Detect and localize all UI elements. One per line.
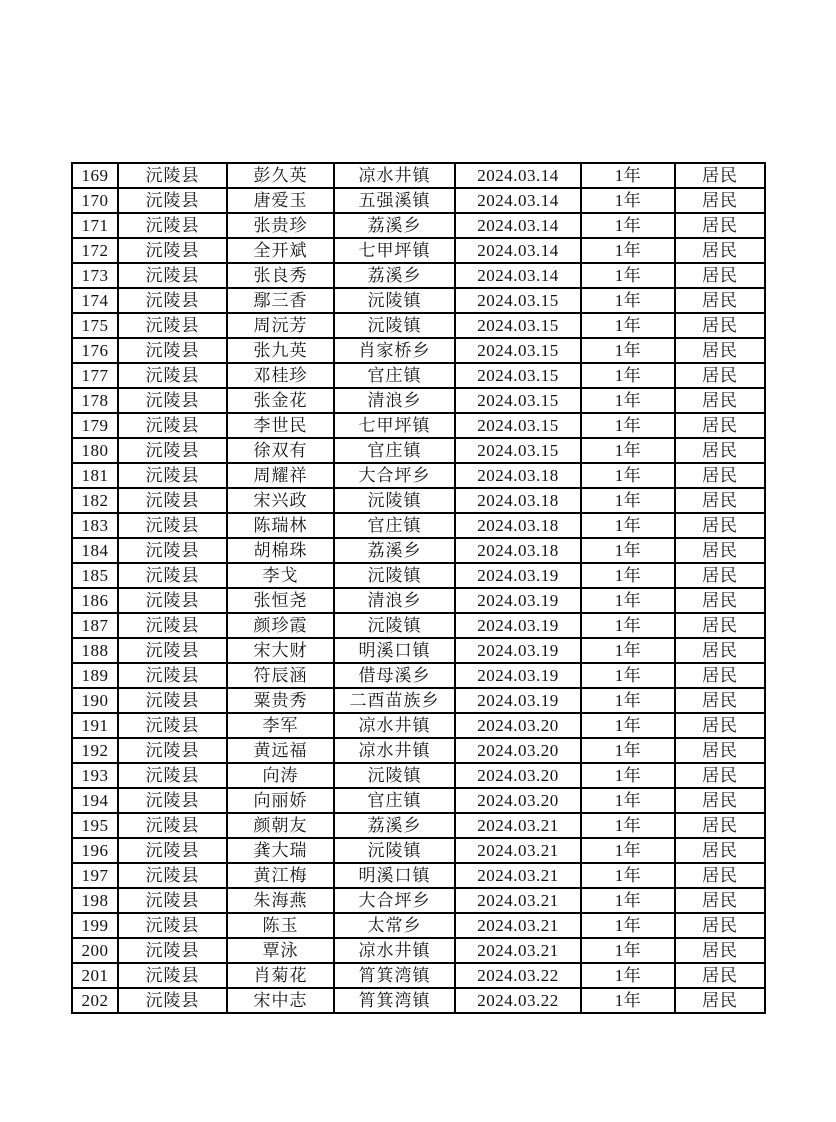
table-cell-date: 2024.03.20	[455, 788, 581, 813]
table-cell-no: 169	[72, 163, 118, 188]
table-cell-no: 176	[72, 338, 118, 363]
table-cell-date: 2024.03.19	[455, 638, 581, 663]
table-cell-no: 202	[72, 988, 118, 1013]
table-cell-county: 沅陵县	[118, 188, 227, 213]
table-cell-town: 大合坪乡	[334, 463, 455, 488]
table-cell-no: 180	[72, 438, 118, 463]
table-cell-term: 1年	[581, 813, 675, 838]
table-cell-term: 1年	[581, 738, 675, 763]
table-cell-no: 195	[72, 813, 118, 838]
table-cell-category: 居民	[675, 613, 765, 638]
table-cell-category: 居民	[675, 463, 765, 488]
table-cell-term: 1年	[581, 413, 675, 438]
table-cell-name: 周耀祥	[227, 463, 334, 488]
table-row	[72, 738, 765, 763]
table-cell-term: 1年	[581, 163, 675, 188]
table-cell-county: 沅陵县	[118, 713, 227, 738]
table-cell-county: 沅陵县	[118, 313, 227, 338]
table-cell-date: 2024.03.14	[455, 163, 581, 188]
table-cell-term: 1年	[581, 963, 675, 988]
table-cell-category: 居民	[675, 313, 765, 338]
table-row	[72, 188, 765, 213]
table-cell-category: 居民	[675, 888, 765, 913]
table-cell-county: 沅陵县	[118, 513, 227, 538]
table-cell-town: 官庄镇	[334, 438, 455, 463]
table-cell-name: 全开斌	[227, 238, 334, 263]
table-cell-term: 1年	[581, 888, 675, 913]
table-cell-county: 沅陵县	[118, 963, 227, 988]
table-cell-date: 2024.03.15	[455, 338, 581, 363]
table-cell-name: 李军	[227, 713, 334, 738]
table-cell-term: 1年	[581, 938, 675, 963]
table-row	[72, 288, 765, 313]
table-row	[72, 163, 765, 188]
table-cell-date: 2024.03.14	[455, 188, 581, 213]
table-cell-name: 唐爱玉	[227, 188, 334, 213]
table-cell-no: 178	[72, 388, 118, 413]
table-cell-no: 177	[72, 363, 118, 388]
table-cell-name: 符辰涵	[227, 663, 334, 688]
table-cell-category: 居民	[675, 663, 765, 688]
table-cell-county: 沅陵县	[118, 413, 227, 438]
table-cell-town: 官庄镇	[334, 363, 455, 388]
table-cell-county: 沅陵县	[118, 788, 227, 813]
table-cell-term: 1年	[581, 213, 675, 238]
table-cell-term: 1年	[581, 463, 675, 488]
table-cell-county: 沅陵县	[118, 263, 227, 288]
table-cell-no: 179	[72, 413, 118, 438]
table-cell-name: 周沅芳	[227, 313, 334, 338]
table-cell-date: 2024.03.15	[455, 413, 581, 438]
table-cell-county: 沅陵县	[118, 238, 227, 263]
table-cell-name: 黄江梅	[227, 863, 334, 888]
table-cell-no: 199	[72, 913, 118, 938]
table-cell-town: 借母溪乡	[334, 663, 455, 688]
table-row	[72, 338, 765, 363]
table-cell-term: 1年	[581, 563, 675, 588]
table-cell-term: 1年	[581, 263, 675, 288]
table-cell-town: 明溪口镇	[334, 863, 455, 888]
table-cell-name: 向丽娇	[227, 788, 334, 813]
table-cell-category: 居民	[675, 413, 765, 438]
table-cell-name: 颜珍霞	[227, 613, 334, 638]
table-cell-term: 1年	[581, 438, 675, 463]
table-cell-date: 2024.03.18	[455, 463, 581, 488]
table-cell-category: 居民	[675, 788, 765, 813]
table-cell-category: 居民	[675, 438, 765, 463]
table-cell-town: 荔溪乡	[334, 213, 455, 238]
table-row	[72, 838, 765, 863]
table-cell-town: 沅陵镇	[334, 288, 455, 313]
table-cell-town: 沅陵镇	[334, 763, 455, 788]
table-cell-town: 官庄镇	[334, 513, 455, 538]
table-cell-term: 1年	[581, 613, 675, 638]
table-cell-name: 陈瑞林	[227, 513, 334, 538]
table-cell-town: 七甲坪镇	[334, 413, 455, 438]
table-cell-town: 二酉苗族乡	[334, 688, 455, 713]
table-cell-name: 覃泳	[227, 938, 334, 963]
table-row	[72, 563, 765, 588]
table-cell-town: 沅陵镇	[334, 563, 455, 588]
table-cell-term: 1年	[581, 513, 675, 538]
table-cell-no: 183	[72, 513, 118, 538]
table-cell-date: 2024.03.21	[455, 888, 581, 913]
table-cell-category: 居民	[675, 738, 765, 763]
table-row	[72, 938, 765, 963]
table-cell-town: 筲箕湾镇	[334, 988, 455, 1013]
table-cell-no: 175	[72, 313, 118, 338]
table-cell-town: 凉水井镇	[334, 938, 455, 963]
table-cell-county: 沅陵县	[118, 438, 227, 463]
table-cell-town: 七甲坪镇	[334, 238, 455, 263]
table-cell-date: 2024.03.21	[455, 938, 581, 963]
table-cell-term: 1年	[581, 788, 675, 813]
table-cell-category: 居民	[675, 513, 765, 538]
table-cell-date: 2024.03.14	[455, 238, 581, 263]
table-cell-category: 居民	[675, 263, 765, 288]
table-cell-town: 沅陵镇	[334, 488, 455, 513]
table-cell-county: 沅陵县	[118, 388, 227, 413]
table-cell-date: 2024.03.18	[455, 488, 581, 513]
table-cell-term: 1年	[581, 688, 675, 713]
table-cell-name: 颜朝友	[227, 813, 334, 838]
table-cell-no: 171	[72, 213, 118, 238]
table-cell-name: 向涛	[227, 763, 334, 788]
table-cell-date: 2024.03.22	[455, 963, 581, 988]
table-cell-town: 凉水井镇	[334, 738, 455, 763]
table-row	[72, 863, 765, 888]
table-cell-date: 2024.03.15	[455, 313, 581, 338]
table-cell-term: 1年	[581, 838, 675, 863]
table-cell-term: 1年	[581, 313, 675, 338]
table-cell-town: 清浪乡	[334, 388, 455, 413]
table-cell-town: 荔溪乡	[334, 538, 455, 563]
table-cell-name: 宋中志	[227, 988, 334, 1013]
table-cell-county: 沅陵县	[118, 538, 227, 563]
table-cell-county: 沅陵县	[118, 588, 227, 613]
table-row	[72, 613, 765, 638]
table-cell-category: 居民	[675, 938, 765, 963]
table-row	[72, 788, 765, 813]
table-cell-category: 居民	[675, 288, 765, 313]
table-cell-category: 居民	[675, 188, 765, 213]
table-cell-town: 官庄镇	[334, 788, 455, 813]
table-cell-town: 太常乡	[334, 913, 455, 938]
table-cell-category: 居民	[675, 863, 765, 888]
table-cell-county: 沅陵县	[118, 913, 227, 938]
table-cell-date: 2024.03.15	[455, 388, 581, 413]
table-cell-category: 居民	[675, 838, 765, 863]
table-cell-name: 李戈	[227, 563, 334, 588]
table-cell-term: 1年	[581, 238, 675, 263]
table-cell-county: 沅陵县	[118, 363, 227, 388]
table-row	[72, 913, 765, 938]
table-cell-no: 185	[72, 563, 118, 588]
table-row	[72, 663, 765, 688]
table-cell-county: 沅陵县	[118, 613, 227, 638]
table-row	[72, 813, 765, 838]
table-cell-category: 居民	[675, 488, 765, 513]
table-cell-term: 1年	[581, 663, 675, 688]
table-cell-county: 沅陵县	[118, 288, 227, 313]
table-row	[72, 238, 765, 263]
table-cell-no: 197	[72, 863, 118, 888]
table-cell-no: 172	[72, 238, 118, 263]
table-row	[72, 763, 765, 788]
table-cell-no: 190	[72, 688, 118, 713]
table-cell-name: 张良秀	[227, 263, 334, 288]
table-row	[72, 538, 765, 563]
table-cell-name: 张恒尧	[227, 588, 334, 613]
table-cell-date: 2024.03.18	[455, 538, 581, 563]
table-cell-date: 2024.03.19	[455, 613, 581, 638]
table-cell-category: 居民	[675, 963, 765, 988]
table-cell-category: 居民	[675, 688, 765, 713]
table-row	[72, 513, 765, 538]
table-cell-date: 2024.03.21	[455, 913, 581, 938]
table-cell-term: 1年	[581, 188, 675, 213]
table-cell-name: 陈玉	[227, 913, 334, 938]
table-cell-date: 2024.03.15	[455, 363, 581, 388]
table-cell-town: 沅陵镇	[334, 838, 455, 863]
table-cell-date: 2024.03.15	[455, 438, 581, 463]
table-cell-no: 191	[72, 713, 118, 738]
table-cell-name: 张贵珍	[227, 213, 334, 238]
table-cell-term: 1年	[581, 338, 675, 363]
table-row	[72, 463, 765, 488]
table-cell-category: 居民	[675, 363, 765, 388]
table-cell-town: 沅陵镇	[334, 313, 455, 338]
table-cell-name: 彭久英	[227, 163, 334, 188]
table-cell-category: 居民	[675, 163, 765, 188]
table-cell-no: 201	[72, 963, 118, 988]
table-cell-town: 凉水井镇	[334, 713, 455, 738]
table-cell-name: 邓桂珍	[227, 363, 334, 388]
table-cell-town: 清浪乡	[334, 588, 455, 613]
table-cell-date: 2024.03.21	[455, 863, 581, 888]
table-row	[72, 588, 765, 613]
table-cell-term: 1年	[581, 763, 675, 788]
table-cell-no: 186	[72, 588, 118, 613]
table-cell-term: 1年	[581, 713, 675, 738]
table-cell-no: 198	[72, 888, 118, 913]
table-cell-date: 2024.03.20	[455, 713, 581, 738]
table-cell-name: 李世民	[227, 413, 334, 438]
table-cell-date: 2024.03.15	[455, 288, 581, 313]
table-row	[72, 413, 765, 438]
table-cell-date: 2024.03.14	[455, 263, 581, 288]
table-cell-category: 居民	[675, 213, 765, 238]
table-cell-term: 1年	[581, 388, 675, 413]
table-cell-name: 宋大财	[227, 638, 334, 663]
table-cell-no: 200	[72, 938, 118, 963]
table-cell-county: 沅陵县	[118, 463, 227, 488]
table-cell-no: 174	[72, 288, 118, 313]
table-cell-county: 沅陵县	[118, 688, 227, 713]
table-cell-term: 1年	[581, 913, 675, 938]
table-cell-date: 2024.03.14	[455, 213, 581, 238]
table-cell-name: 黄远福	[227, 738, 334, 763]
table-cell-county: 沅陵县	[118, 938, 227, 963]
table-row	[72, 388, 765, 413]
table-cell-name: 张九英	[227, 338, 334, 363]
table-cell-category: 居民	[675, 763, 765, 788]
table-cell-county: 沅陵县	[118, 488, 227, 513]
table-cell-date: 2024.03.19	[455, 663, 581, 688]
table-cell-category: 居民	[675, 538, 765, 563]
table-cell-date: 2024.03.18	[455, 513, 581, 538]
table-cell-town: 筲箕湾镇	[334, 963, 455, 988]
table-cell-category: 居民	[675, 988, 765, 1013]
table-cell-county: 沅陵县	[118, 338, 227, 363]
table-row	[72, 638, 765, 663]
table-cell-date: 2024.03.20	[455, 738, 581, 763]
table-cell-term: 1年	[581, 863, 675, 888]
table-cell-category: 居民	[675, 563, 765, 588]
table-cell-name: 张金花	[227, 388, 334, 413]
table-cell-name: 鄢三香	[227, 288, 334, 313]
table-cell-county: 沅陵县	[118, 838, 227, 863]
table-row	[72, 688, 765, 713]
table-cell-county: 沅陵县	[118, 213, 227, 238]
table-cell-no: 184	[72, 538, 118, 563]
table-cell-no: 194	[72, 788, 118, 813]
table-cell-town: 大合坪乡	[334, 888, 455, 913]
table-cell-no: 170	[72, 188, 118, 213]
table-cell-category: 居民	[675, 638, 765, 663]
table-cell-town: 凉水井镇	[334, 163, 455, 188]
table-cell-name: 宋兴政	[227, 488, 334, 513]
table-cell-date: 2024.03.20	[455, 763, 581, 788]
table-cell-no: 187	[72, 613, 118, 638]
table-cell-term: 1年	[581, 588, 675, 613]
table-cell-county: 沅陵县	[118, 863, 227, 888]
table-row	[72, 963, 765, 988]
table-cell-term: 1年	[581, 288, 675, 313]
table-cell-town: 沅陵镇	[334, 613, 455, 638]
table-row	[72, 263, 765, 288]
table-cell-term: 1年	[581, 488, 675, 513]
table-row	[72, 713, 765, 738]
table-cell-term: 1年	[581, 988, 675, 1013]
table-cell-term: 1年	[581, 538, 675, 563]
table-cell-county: 沅陵县	[118, 638, 227, 663]
table-cell-town: 明溪口镇	[334, 638, 455, 663]
table-cell-term: 1年	[581, 638, 675, 663]
table-row	[72, 888, 765, 913]
table-cell-county: 沅陵县	[118, 738, 227, 763]
table-cell-no: 182	[72, 488, 118, 513]
table-row	[72, 363, 765, 388]
table-cell-date: 2024.03.19	[455, 688, 581, 713]
table-cell-name: 朱海燕	[227, 888, 334, 913]
table-cell-county: 沅陵县	[118, 888, 227, 913]
table-cell-no: 188	[72, 638, 118, 663]
table-cell-date: 2024.03.21	[455, 838, 581, 863]
table-cell-county: 沅陵县	[118, 563, 227, 588]
table-cell-no: 196	[72, 838, 118, 863]
table-row	[72, 988, 765, 1013]
table-cell-date: 2024.03.22	[455, 988, 581, 1013]
table-cell-county: 沅陵县	[118, 663, 227, 688]
table-cell-town: 肖家桥乡	[334, 338, 455, 363]
table-row	[72, 213, 765, 238]
table-cell-date: 2024.03.21	[455, 813, 581, 838]
table-cell-category: 居民	[675, 713, 765, 738]
table-cell-name: 肖菊花	[227, 963, 334, 988]
table-cell-no: 192	[72, 738, 118, 763]
table-cell-no: 189	[72, 663, 118, 688]
table-cell-category: 居民	[675, 588, 765, 613]
table-cell-county: 沅陵县	[118, 988, 227, 1013]
table-cell-no: 193	[72, 763, 118, 788]
table-cell-name: 粟贵秀	[227, 688, 334, 713]
table-cell-town: 荔溪乡	[334, 263, 455, 288]
table-cell-date: 2024.03.19	[455, 563, 581, 588]
table-row	[72, 313, 765, 338]
table-cell-town: 荔溪乡	[334, 813, 455, 838]
table-cell-category: 居民	[675, 813, 765, 838]
table-cell-no: 181	[72, 463, 118, 488]
records-table	[71, 162, 766, 1014]
table-cell-category: 居民	[675, 338, 765, 363]
table-cell-date: 2024.03.19	[455, 588, 581, 613]
table-cell-name: 徐双有	[227, 438, 334, 463]
table-cell-town: 五强溪镇	[334, 188, 455, 213]
table-cell-term: 1年	[581, 363, 675, 388]
table-cell-category: 居民	[675, 913, 765, 938]
table-cell-category: 居民	[675, 238, 765, 263]
records-table-body	[72, 163, 765, 1013]
table-cell-name: 胡棉珠	[227, 538, 334, 563]
table-cell-county: 沅陵县	[118, 763, 227, 788]
table-cell-county: 沅陵县	[118, 163, 227, 188]
table-cell-name: 龚大瑞	[227, 838, 334, 863]
table-row	[72, 488, 765, 513]
table-row	[72, 438, 765, 463]
table-cell-category: 居民	[675, 388, 765, 413]
table-cell-county: 沅陵县	[118, 813, 227, 838]
table-cell-no: 173	[72, 263, 118, 288]
